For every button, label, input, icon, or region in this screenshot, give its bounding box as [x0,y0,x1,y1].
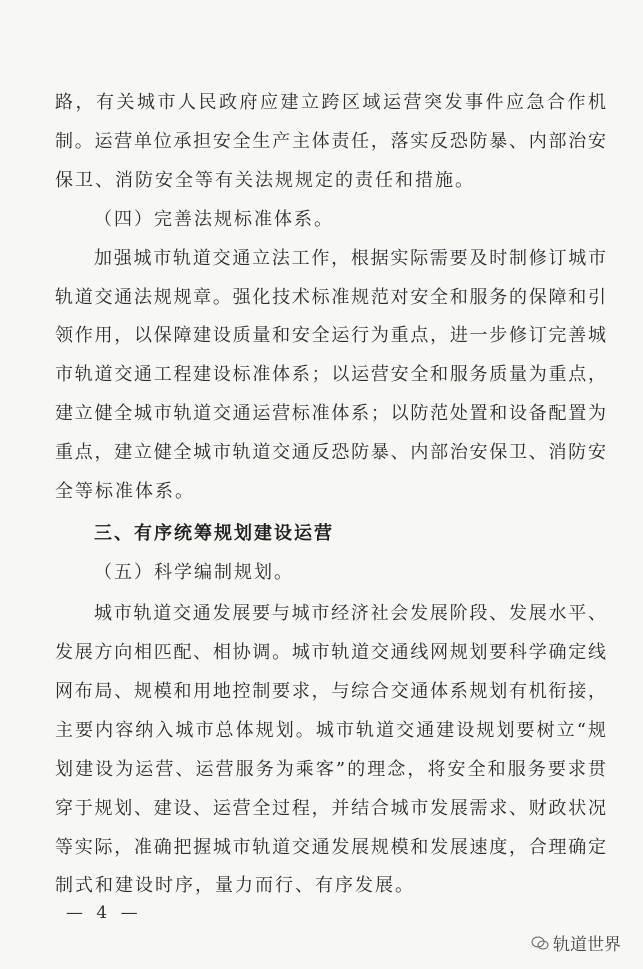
text-line: 重点，建立健全城市轨道交通反恐防暴、内部治安保卫、消防安 [55,442,607,463]
text-line: 主要内容纳入城市总体规划。城市轨道交通建设规划要树立“规 [55,720,607,741]
text-line: 城市轨道交通发展要与城市经济社会发展阶段、发展水平、 [94,603,607,624]
watermark [531,930,621,955]
text-line: 保卫、消防安全等有关法规规定的责任和措施。 [55,170,475,191]
wechat-icon [531,935,549,951]
text-line: 建立健全城市轨道交通运营标准体系；以防范处置和设备配置为 [55,403,607,424]
text-line: 制式和建设时序，量力而行、有序发展。 [55,875,415,896]
text-line: 全等标准体系。 [55,481,195,502]
text-line: 领作用，以保障建设质量和安全运行为重点，进一步修订完善城 [55,325,607,346]
text-line: 网布局、规模和用地控制要求，与综合交通体系规划有机衔接， [55,681,607,702]
text-line: 加强城市轨道交通立法工作，根据实际需要及时制修订城市 [94,248,607,269]
text-line: 等实际，准确把握城市轨道交通发展规模和发展速度，合理确定 [55,837,607,858]
text-line: 划建设为运营、运营服务为乘客”的理念，将安全和服务要求贯 [55,759,607,780]
text-line: 市轨道交通工程建设标准体系；以运营安全和服务质量为重点， [55,364,607,385]
page-number: — 4 — [66,903,142,923]
text-line: 发展方向相匹配、相协调。城市轨道交通线网规划要科学确定线 [55,642,607,663]
section-heading: 三、有序统筹规划建设运营 [94,523,334,544]
text-line: （四）完善法规标准体系。 [94,209,334,230]
watermark-text: 轨道世界 [553,935,621,955]
text-line: 制。运营单位承担安全生产主体责任，落实反恐防暴、内部治安 [55,131,607,152]
text-line: （五）科学编制规划。 [94,562,294,583]
text-line: 穿于规划、建设、运营全过程，并结合城市发展需求、财政状况 [55,798,607,819]
text-line: 轨道交通法规规章。强化技术标准规范对安全和服务的保障和引 [55,287,607,308]
text-line: 路，有关城市人民政府应建立跨区域运营突发事件应急合作机 [55,92,607,113]
